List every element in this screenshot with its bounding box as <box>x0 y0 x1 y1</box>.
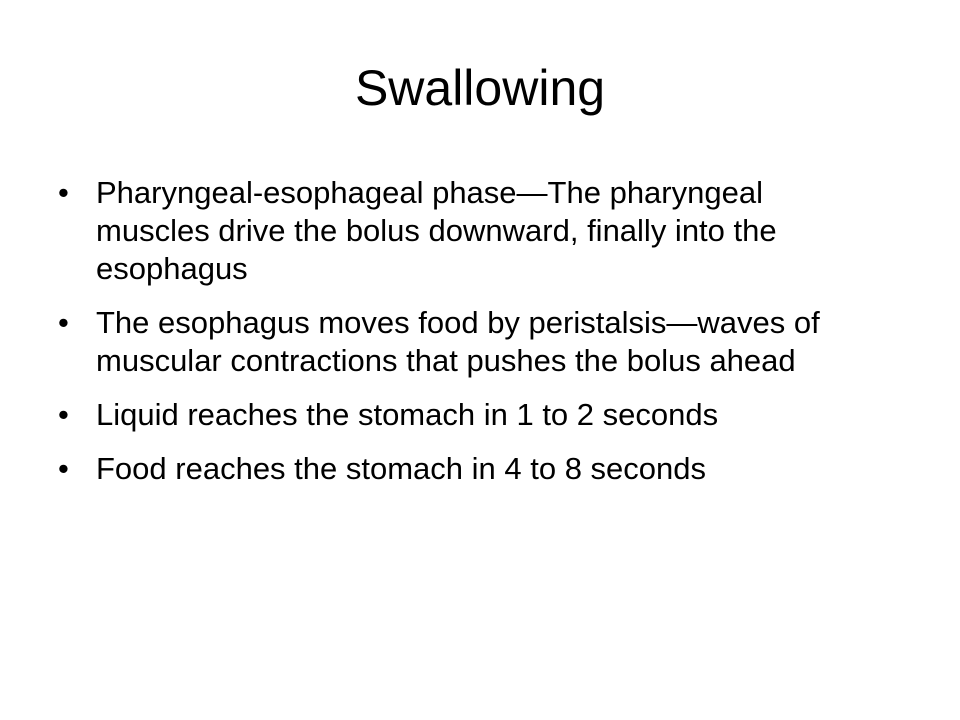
bullet-item <box>0 304 876 380</box>
bullet-item <box>0 450 876 488</box>
bullet-icon: • <box>58 305 69 340</box>
bullet-icon: • <box>58 451 69 486</box>
bullet-text: Liquid reaches the stomach in 1 to 2 seconds <box>96 397 719 432</box>
bullet-icon: • <box>58 175 69 210</box>
slide-title: Swallowing <box>354 60 606 116</box>
bullet-text: Food reaches the stomach in 4 to 8 seconds <box>96 451 707 486</box>
bullet-item <box>0 396 876 434</box>
bullet-text: The esophagus moves food by peristalsis—waves of muscular contractions that pushes the bolus ahead <box>96 305 820 378</box>
bullet-list <box>0 174 960 504</box>
bullet-item <box>0 174 876 288</box>
bullet-icon: • <box>58 397 69 432</box>
bullet-text: Pharyngeal-esophageal phase—The pharyngeal muscles drive the bolus downward, finally into the esophagus <box>96 175 777 286</box>
